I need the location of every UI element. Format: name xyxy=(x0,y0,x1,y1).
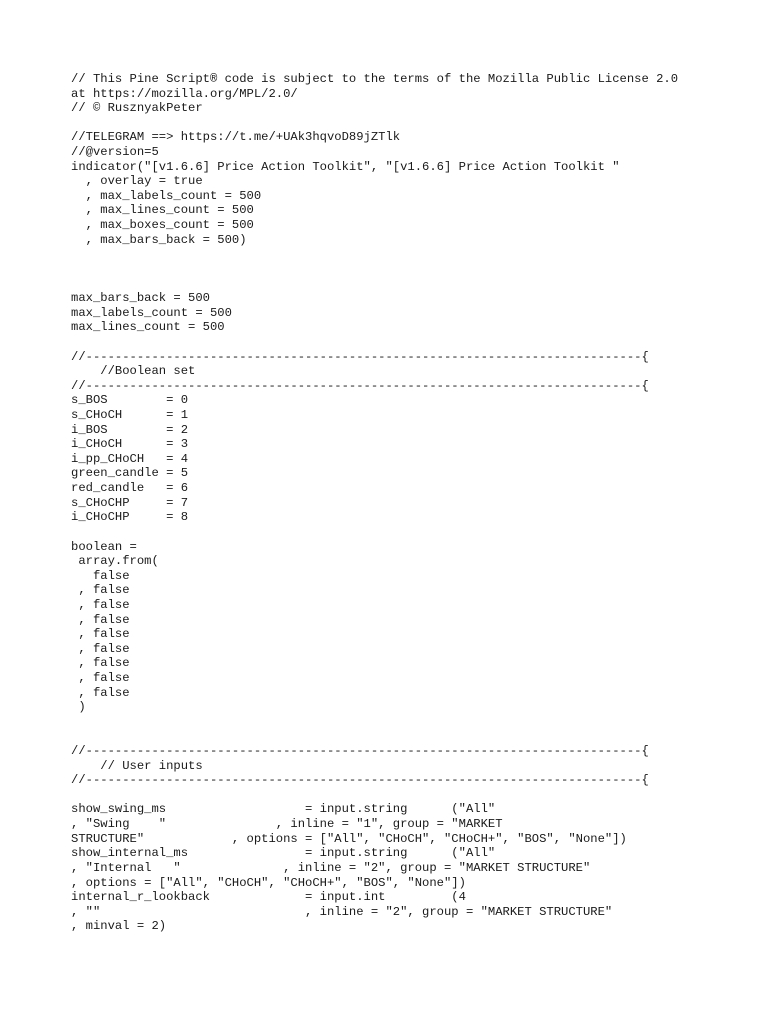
code-line: green_candle = 5 xyxy=(71,466,189,481)
code-line: red_candle = 6 xyxy=(71,481,189,496)
code-line: show_internal_ms = input.string ("All" xyxy=(71,846,496,861)
code-line: , max_labels_count = 500 xyxy=(71,188,262,203)
code-line: STRUCTURE" , options = ["All", "CHoCH", "CHoCH+", "BOS", "None"]) xyxy=(71,831,627,846)
code-line: max_lines_count = 500 xyxy=(71,320,225,335)
code-line: , overlay = true xyxy=(71,174,203,189)
code-line: i_pp_CHoCH = 4 xyxy=(71,451,189,466)
code-line: , max_bars_back = 500) xyxy=(71,232,247,247)
code-line: , false xyxy=(71,583,130,598)
code-line: , "Swing " , inline = "1", group = "MARKET xyxy=(71,817,503,832)
code-line: // This Pine Script® code is subject to the terms of the Mozilla Public License 2.0 xyxy=(71,72,679,86)
code-line xyxy=(71,335,678,350)
code-line xyxy=(71,116,678,131)
code-line: array.from( xyxy=(71,554,159,569)
code-line: i_CHoCHP = 8 xyxy=(71,510,189,525)
code-line xyxy=(71,788,678,803)
code-line xyxy=(71,525,678,540)
code-line: //@version=5 xyxy=(71,145,159,160)
code-line: , "" , inline = "2", group = "MARKET STRUCTURE" xyxy=(71,904,613,919)
code-line: , false xyxy=(71,656,130,671)
code-line: , max_boxes_count = 500 xyxy=(71,218,254,233)
code-line: , options = ["All", "CHoCH", "CHoCH+", "BOS", "None"]) xyxy=(71,875,466,890)
code-line: , max_lines_count = 500 xyxy=(71,203,254,218)
code-line: , false xyxy=(71,670,130,685)
code-line xyxy=(71,715,678,730)
code-line: , false xyxy=(71,685,130,700)
code-line xyxy=(71,729,678,744)
code-line: boolean = xyxy=(71,539,137,554)
code-line xyxy=(71,277,678,292)
code-line: s_BOS = 0 xyxy=(71,393,189,408)
code-line: false xyxy=(71,568,130,583)
code-line: //Boolean set xyxy=(71,364,196,379)
code-line: //----------------------------------------------------------------------------{ xyxy=(71,773,649,788)
code-line: ) xyxy=(71,700,86,715)
code-line: //TELEGRAM ==> https://t.me/+UAk3hqvoD89jZTlk xyxy=(71,130,401,145)
code-line: //----------------------------------------------------------------------------{ xyxy=(71,349,649,364)
code-line xyxy=(71,247,678,262)
code-line: indicator("[v1.6.6] Price Action Toolkit", "[v1.6.6] Price Action Toolkit " xyxy=(71,159,620,174)
code-line: s_CHoCHP = 7 xyxy=(71,495,189,510)
code-line: max_bars_back = 500 xyxy=(71,291,210,306)
code-line xyxy=(71,262,678,277)
code-line: s_CHoCH = 1 xyxy=(71,408,189,423)
code-line: , false xyxy=(71,627,130,642)
code-line: , "Internal " , inline = "2", group = "MARKET STRUCTURE" xyxy=(71,860,591,875)
code-line: max_labels_count = 500 xyxy=(71,305,232,320)
code-line: //----------------------------------------------------------------------------{ xyxy=(71,744,649,759)
code-line: i_CHoCH = 3 xyxy=(71,437,189,452)
code-line: // User inputs xyxy=(71,758,203,773)
code-line: internal_r_lookback = input.int (4 xyxy=(71,890,466,905)
code-line: //----------------------------------------------------------------------------{ xyxy=(71,378,649,393)
code-line: i_BOS = 2 xyxy=(71,422,189,437)
code-line: , false xyxy=(71,641,130,656)
code-block xyxy=(71,72,678,934)
code-line: , minval = 2) xyxy=(71,919,167,934)
code-line: , false xyxy=(71,612,130,627)
code-line: at https://mozilla.org/MPL/2.0/ xyxy=(71,86,298,101)
code-line: // © RusznyakPeter xyxy=(71,101,203,116)
code-line: show_swing_ms = input.string ("All" xyxy=(71,802,496,817)
code-line: , false xyxy=(71,597,130,612)
